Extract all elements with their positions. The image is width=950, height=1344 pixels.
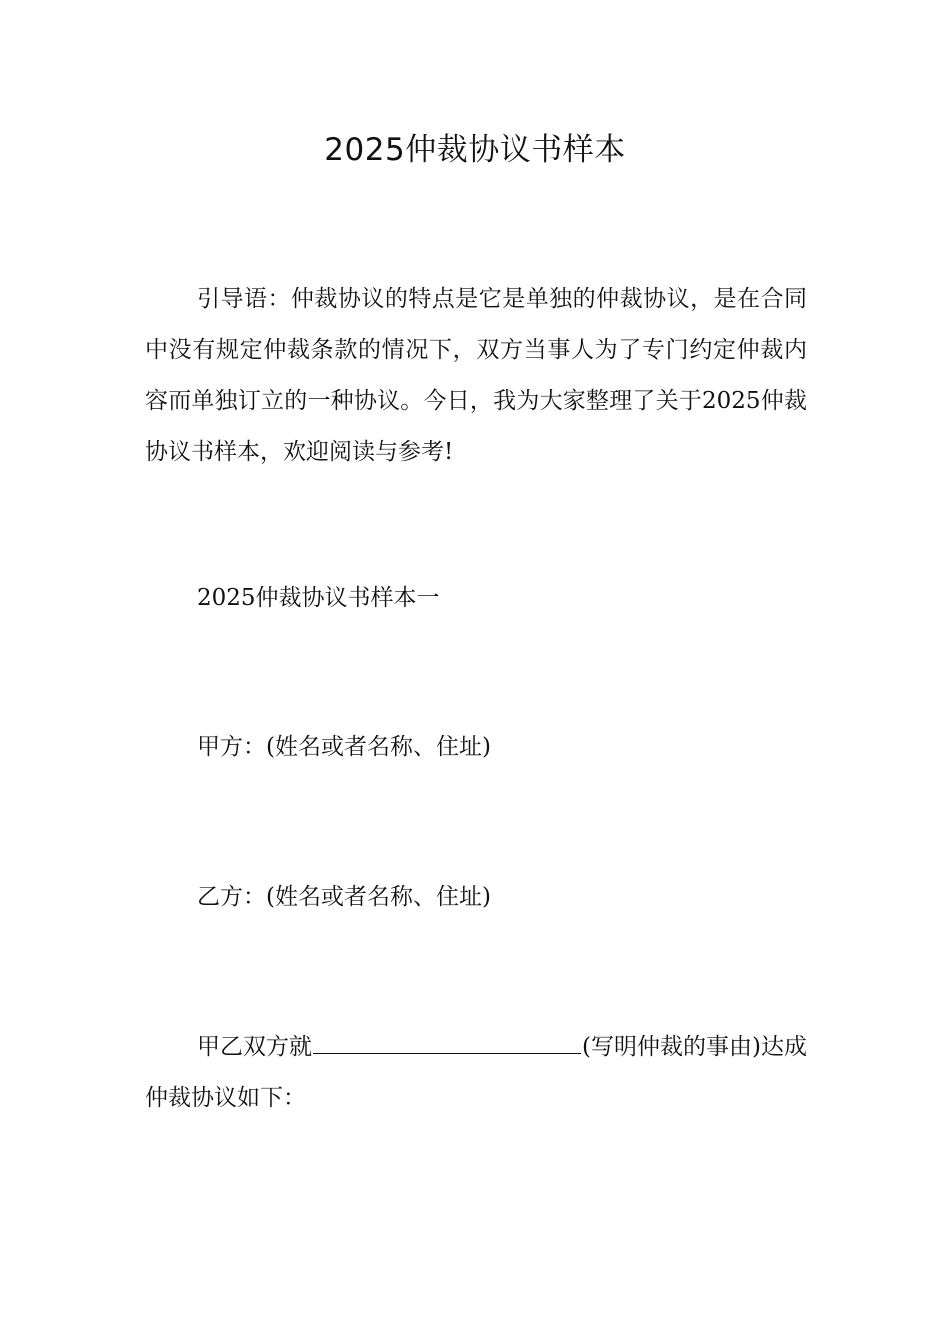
- fill-in-blank-line: [313, 1033, 581, 1054]
- clause-before-blank: 甲乙双方就: [197, 1034, 313, 1060]
- party-b-line: 乙方：(姓名或者名称、住址): [197, 884, 491, 910]
- document-title: 2025仲裁协议书样本: [324, 132, 626, 168]
- party-a-line: 甲方：(姓名或者名称、住址): [197, 734, 491, 760]
- clause-paragraph: [145, 1022, 807, 1124]
- section-heading: 2025仲裁协议书样本一: [197, 585, 440, 611]
- intro-paragraph: 引导语：仲裁协议的特点是它是单独的仲裁协议，是在合同中没有规定仲裁条款的情况下，双方当事人为了专门约定仲裁内容而单独订立的一种协议。今日，我为大家整理了关于2025仲裁协议书样本，欢迎阅读与参考!: [145, 286, 807, 465]
- clause-after-blank: (写明仲裁的事由)达成仲裁协议如下：: [145, 1034, 807, 1111]
